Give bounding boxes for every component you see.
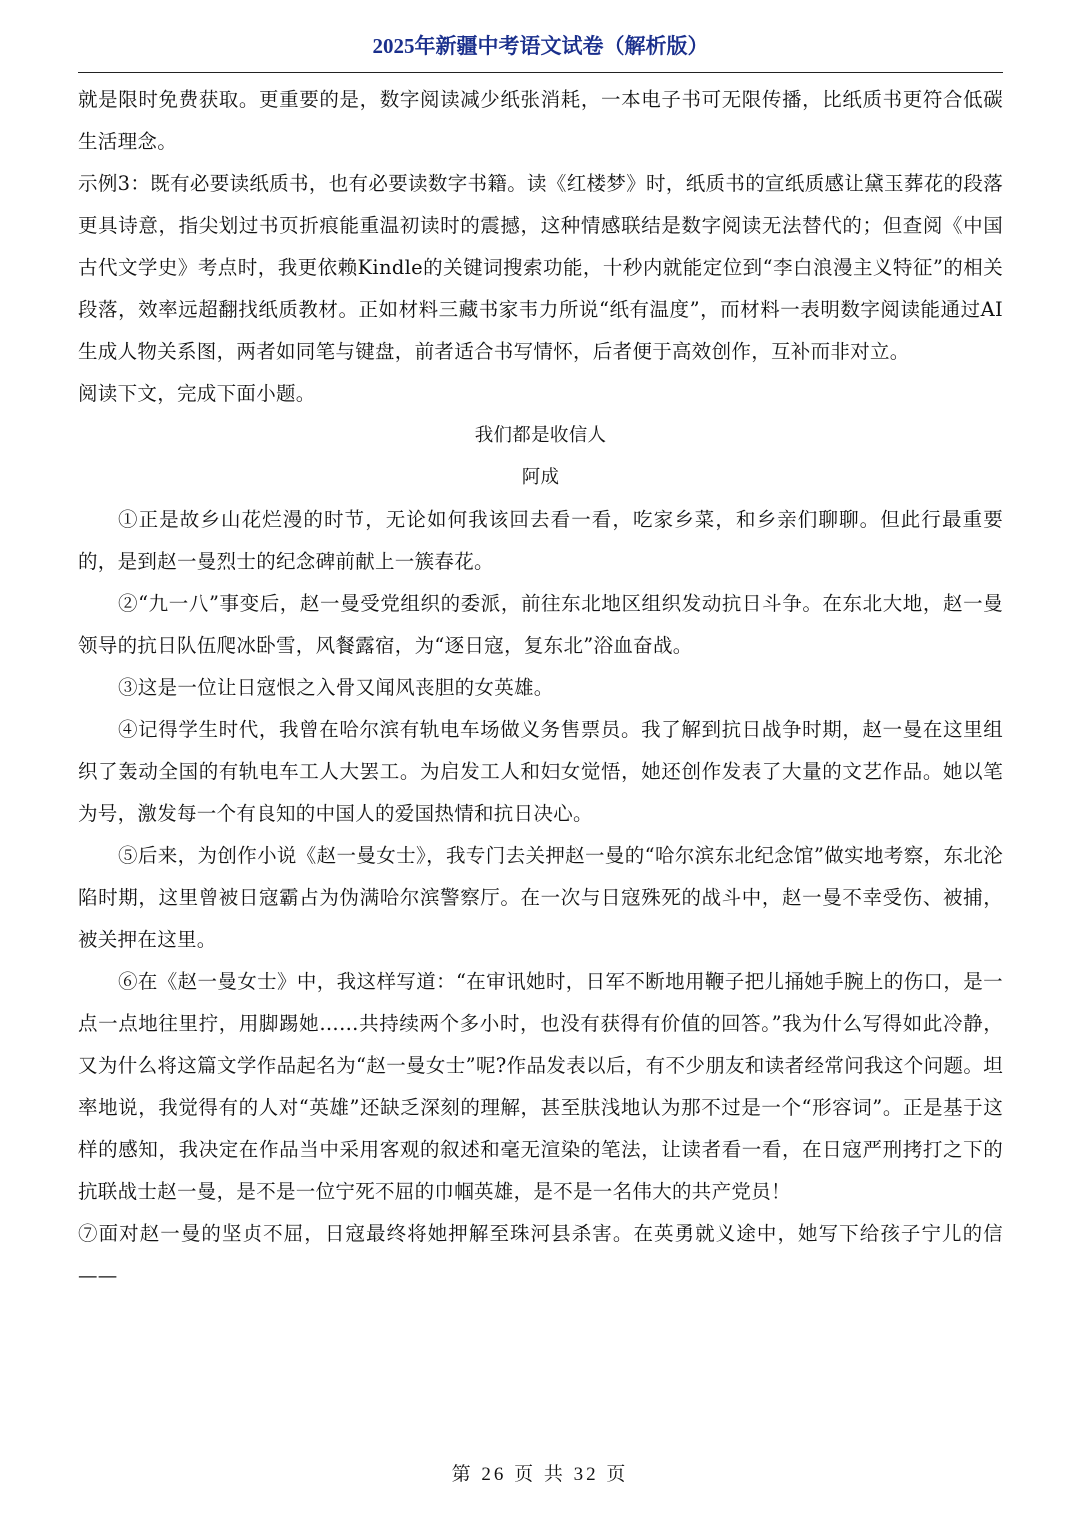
article-paragraph-2: ②“九一八”事变后，赵一曼受党组织的委派，前往东北地区组织发动抗日斗争。在东北大地，赵一曼领导的抗日队伍爬冰卧雪，风餐露宿，为“逐日寇，复东北”浴血奋战。 bbox=[78, 592, 1003, 657]
header-divider bbox=[78, 72, 1003, 73]
page-number-footer: 第 26 页 共 32 页 bbox=[451, 1464, 629, 1485]
article-paragraph-7: ⑦面对赵一曼的坚贞不屈，日寇最终将她押解至珠河县杀害。在英勇就义途中，她写下给孩子宁儿的信—— bbox=[78, 1222, 1003, 1287]
paragraph-example-3: 示例3：既有必要读纸质书，也有必要读数字书籍。读《红楼梦》时，纸质书的宣纸质感让黛玉葬花的段落更具诗意，指尖划过书页折痕能重温初读时的震撼，这种情感联结是数字阅读无法替代的；但查阅《中国古代文学史》考点时，我更依赖Kindle的关键词搜索功能，十秒内就能定位到“李白浪漫主义特征”的相关段落，效率远超翻找纸质教材。正如材料三藏书家韦力所说“纸有温度”，而材料一表明数字阅读能通过AI生成人物关系图，两者如同笔与键盘，前者适合书写情怀，后者便于高效创作，互补而非对立。 bbox=[78, 172, 1003, 363]
article-paragraph-1: ①正是故乡山花烂漫的时节，无论如何我该回去看一看，吃家乡菜，和乡亲们聊聊。但此行最重要的，是到赵一曼烈士的纪念碑前献上一簇春花。 bbox=[78, 508, 1003, 573]
article-title: 我们都是收信人 bbox=[474, 425, 607, 446]
article-author: 阿成 bbox=[521, 467, 560, 488]
article-paragraph-4: ④记得学生时代，我曾在哈尔滨有轨电车场做义务售票员。我了解到抗日战争时期，赵一曼在这里组织了轰动全国的有轨电车工人大罢工。为启发工人和妇女觉悟，她还创作发表了大量的文艺作品。她以笔为号，激发每一个有良知的中国人的爱国热情和抗日决心。 bbox=[78, 718, 1003, 825]
reading-instruction: 阅读下文，完成下面小题。 bbox=[78, 382, 316, 405]
article-paragraph-5: ⑤后来，为创作小说《赵一曼女士》，我专门去关押赵一曼的“哈尔滨东北纪念馆”做实地考察，东北沦陷时期，这里曾被日寇霸占为伪满哈尔滨警察厅。在一次与日寇殊死的战斗中，赵一曼不幸受伤、被捕，被关押在这里。 bbox=[78, 844, 1003, 951]
document-body bbox=[78, 79, 1003, 1297]
article-paragraph-6: ⑥在《赵一曼女士》中，我这样写道：“在审讯她时，日军不断地用鞭子把儿捅她手腕上的伤口，是一点一点地往里拧，用脚踢她……共持续两个多小时，也没有获得有价值的回答。”我为什么写得如此冷静，又为什么将这篇文学作品起名为“赵一曼女士”呢?作品发表以后，有不少朋友和读者经常问我这个问题。坦率地说，我觉得有的人对“英雄”还缺乏深刻的理解，甚至肤浅地认为那不过是一个“形容词”。正是基于这样的感知，我决定在作品当中采用客观的叙述和毫无渲染的笔法，让读者看一看，在日寇严刑拷打之下的抗联战士赵一曼，是不是一位宁死不屈的巾帼英雄，是不是一名伟大的共产党员！ bbox=[78, 970, 1003, 1203]
article-paragraph-3: ③这是一位让日寇恨之入骨又闻风丧胆的女英雄。 bbox=[118, 676, 554, 699]
paragraph-continued: 就是限时免费获取。更重要的是，数字阅读减少纸张消耗，一本电子书可无限传播，比纸质书更符合低碳生活理念。 bbox=[78, 88, 1003, 153]
page-header-title: 2025年新疆中考语文试卷（解析版） bbox=[372, 34, 709, 58]
